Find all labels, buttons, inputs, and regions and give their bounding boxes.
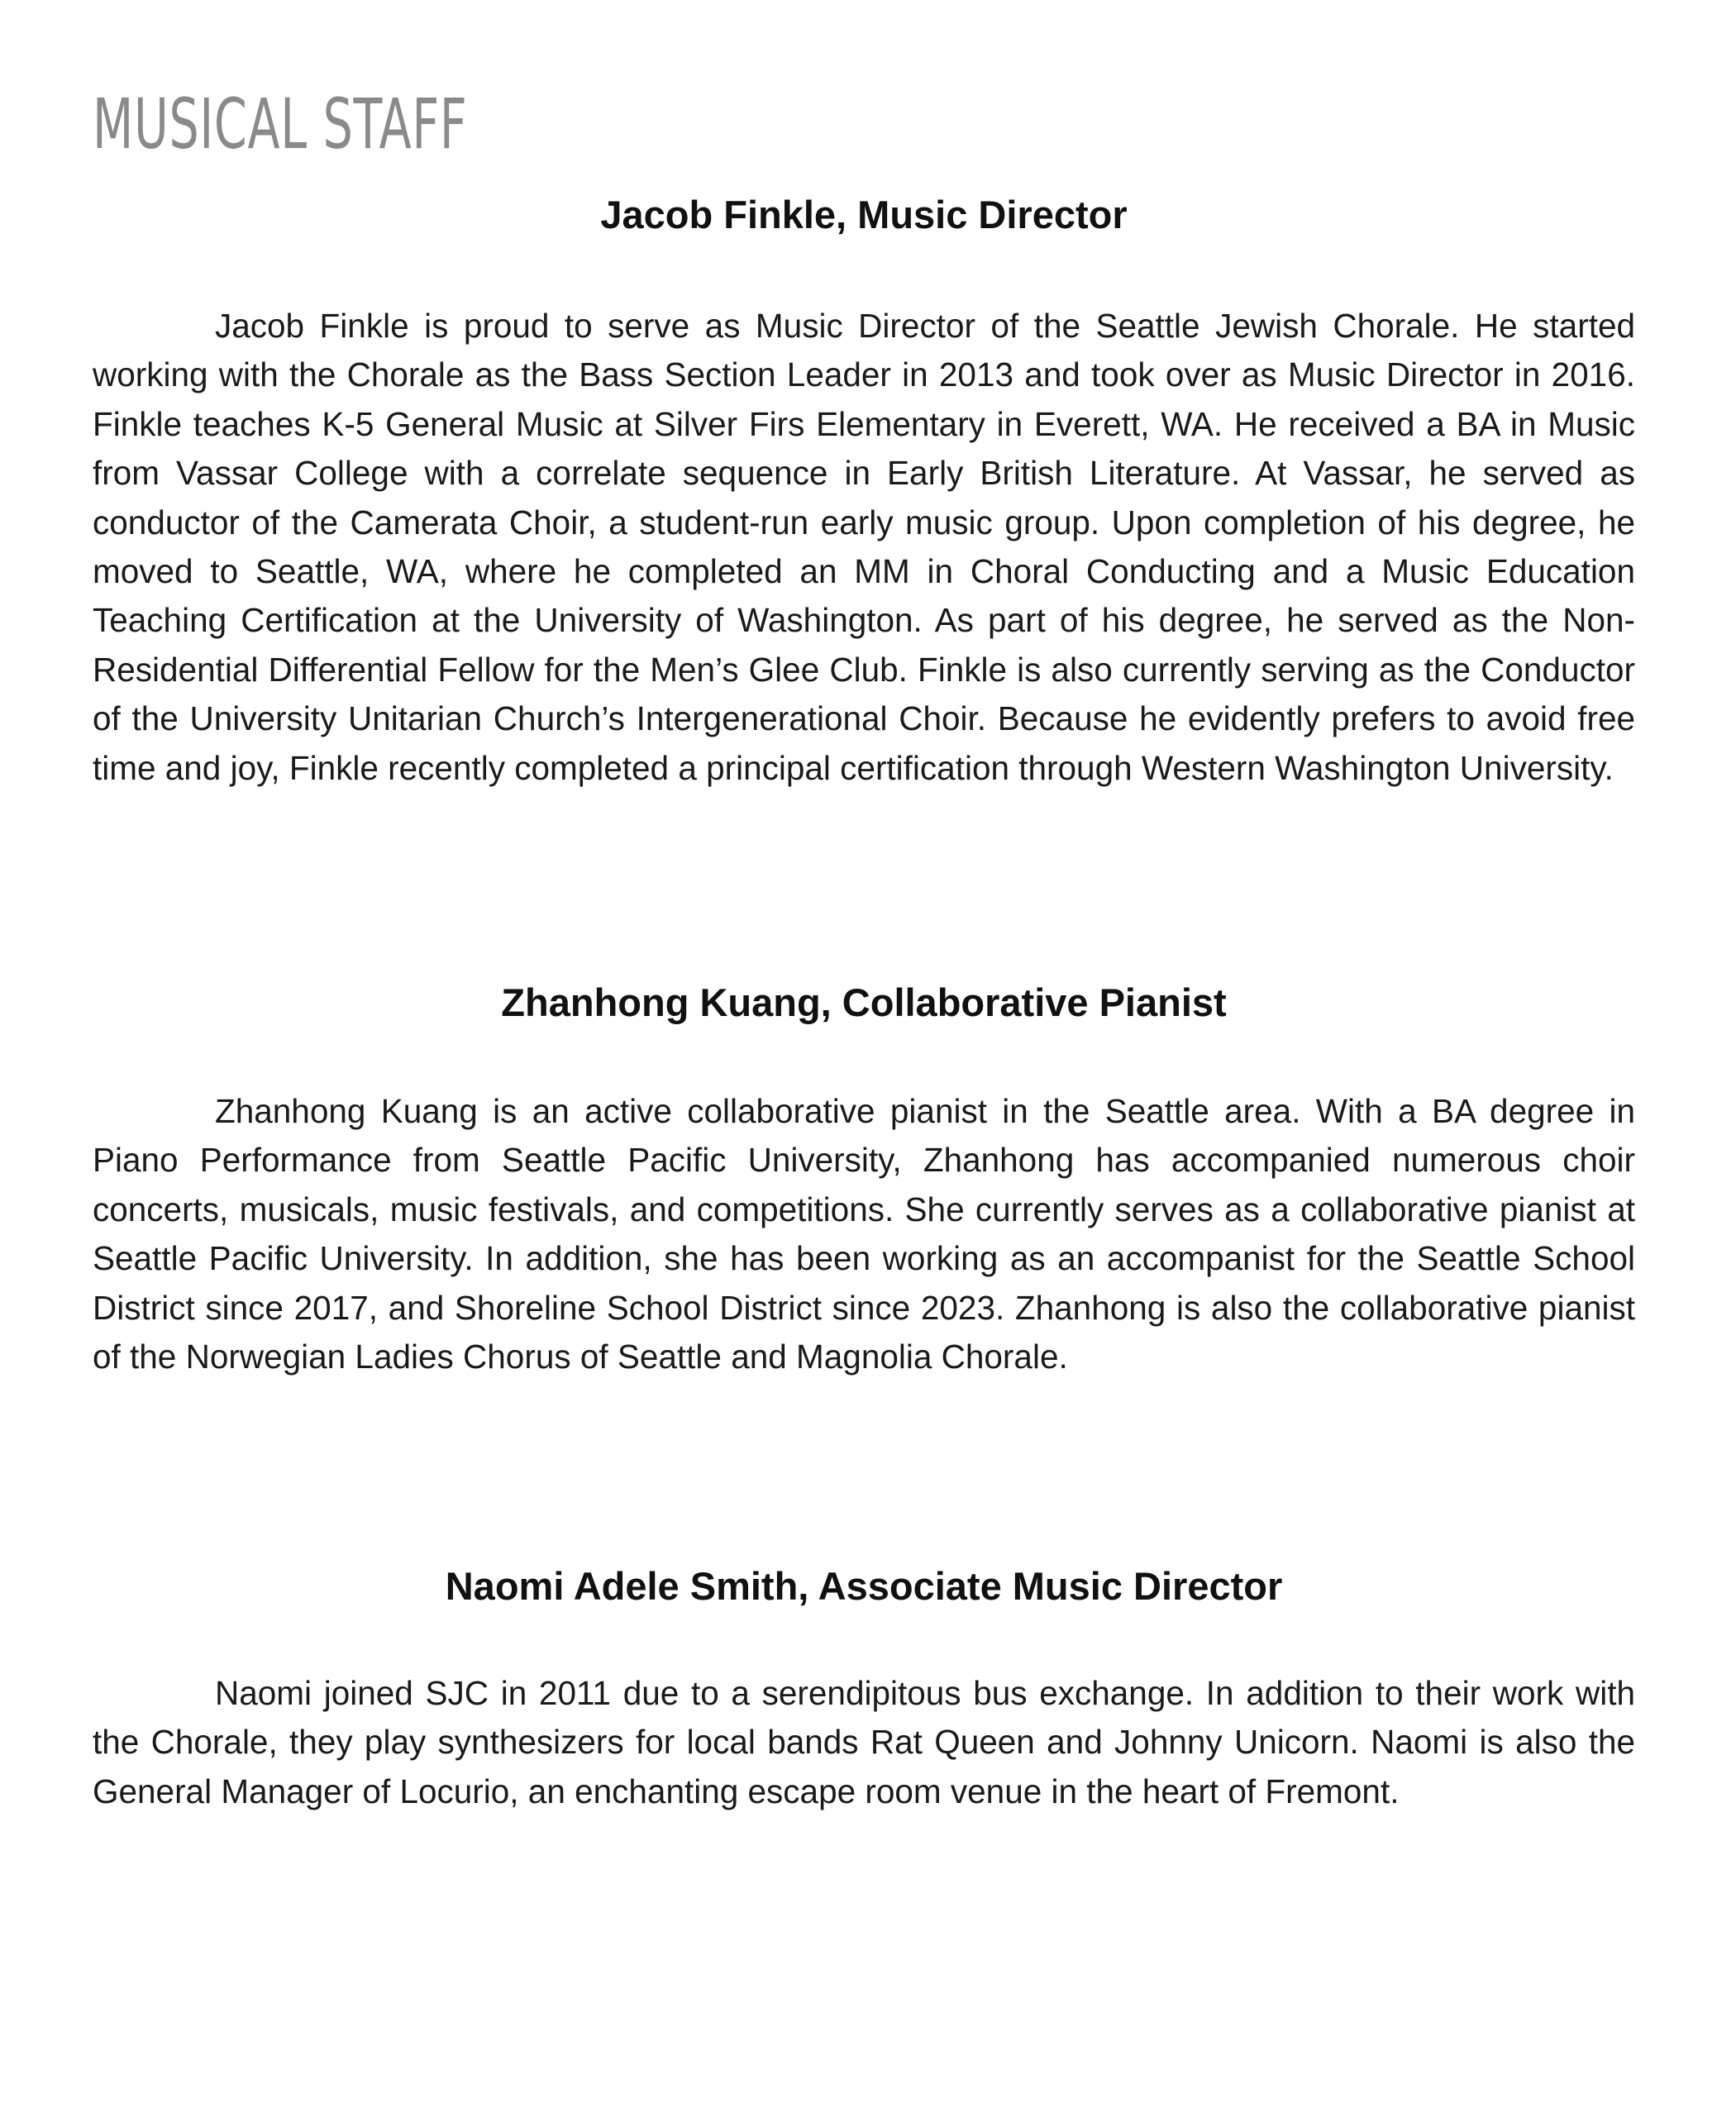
staff-name-heading: Jacob Finkle, Music Director (600, 193, 1128, 236)
staff-section-collaborative-pianist (93, 978, 1635, 1381)
staff-name-heading: Naomi Adele Smith, Associate Music Director (445, 1564, 1283, 1608)
staff-section-music-director (93, 190, 1635, 793)
staff-name-heading: Zhanhong Kuang, Collaborative Pianist (501, 980, 1227, 1024)
staff-bio: Jacob Finkle is proud to serve as Music Director of the Seattle Jewish Chorale. He started working with the Chorale as the Bass Section Leader in 2013 and took over as Music Director in 2016. Finkle teaches K-5 General Music at Silver Firs Elementary in Everett, WA. He received a BA in Music from Vassar College with a correlate sequence in Early British Literature. At Vassar, he served as conductor of the Camerata Choir, a student-run early music group. Upon completion of his degree, he moved to Seattle, WA, where he completed an MM in Choral Conducting and a Music Education Teaching Certification at the University of Washington. As part of his degree, he served as the Non-Residential Differential Fellow for the Men’s Glee Club. Finkle is also currently serving as the Conductor of the University Unitarian Church’s Intergenerational Choir. Because he evidently prefers to avoid free time and joy, Finkle recently completed a principal certification through Western Washington University. (93, 307, 1635, 787)
staff-section-associate-music-director (93, 1562, 1635, 1816)
staff-bio: Naomi joined SJC in 2011 due to a serendipitous bus exchange. In addition to their work with the Chorale, they play synthesizers for local bands Rat Queen and Johnny Unicorn. Naomi is also the General Manager of Locurio, an enchanting escape room venue in the heart of Fremont. (93, 1674, 1635, 1810)
page-title: MUSICAL STAFF (93, 83, 468, 165)
staff-bio: Zhanhong Kuang is an active collaborative pianist in the Seattle area. With a BA degree in Piano Performance from Seattle Pacific University, Zhanhong has accompanied numerous choir concerts, musicals, music festivals, and competitions. She currently serves as a collaborative pianist at Seattle Pacific University. In addition, she has been working as an accompanist for the Seattle School District since 2017, and Shoreline School District since 2023. Zhanhong is also the collaborative pianist of the Norwegian Ladies Chorus of Seattle and Magnolia Chorale. (93, 1092, 1635, 1376)
